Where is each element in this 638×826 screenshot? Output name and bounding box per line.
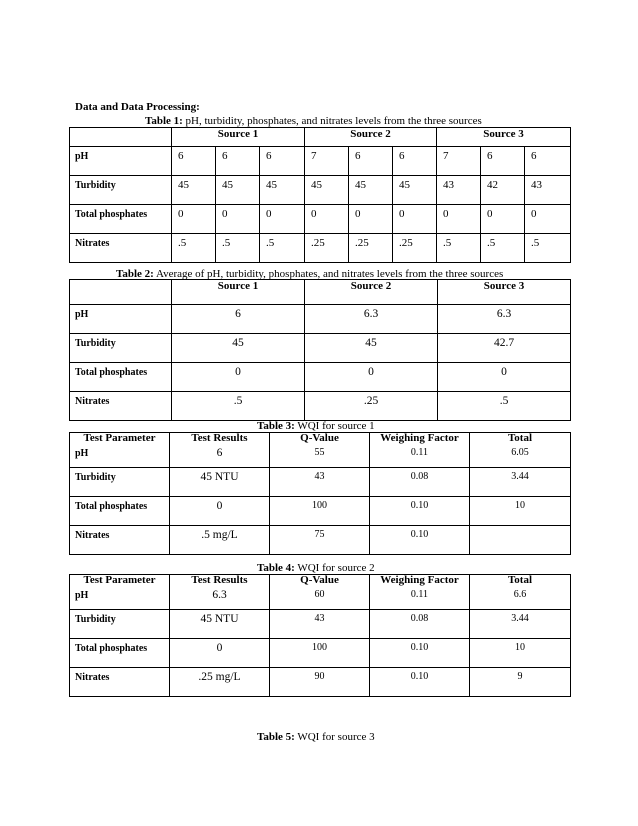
table-cell: 0: [172, 363, 305, 392]
table1-caption-label: Table 1:: [145, 115, 183, 127]
table4-header-row: [70, 575, 571, 587]
table-row: [70, 668, 571, 697]
table3-header-row: [70, 433, 571, 445]
table-cell: .25: [305, 392, 438, 421]
table-cell: 0: [438, 363, 571, 392]
table2-caption-label: Table 2:: [116, 268, 154, 280]
total-cell: 10: [470, 497, 571, 526]
section-heading: Data and Data Processing:: [75, 101, 200, 113]
table-row: [70, 176, 571, 205]
q-value-cell: 43: [270, 610, 370, 639]
table-cell: 7: [305, 147, 349, 176]
table2-caption-text: Average of pH, turbidity, phosphates, and nitrates levels from the three sources: [153, 268, 504, 280]
row-label: Total phosphates: [70, 639, 170, 668]
table-cell: 45: [393, 176, 437, 205]
table-row: [70, 392, 571, 421]
table-cell: 42: [481, 176, 525, 205]
test-result-cell: 45 NTU: [170, 468, 270, 497]
table4-header-parameter: Test Parameter: [70, 575, 170, 587]
table-cell: 43: [437, 176, 481, 205]
table-cell: 6.3: [438, 305, 571, 334]
table-cell: 0: [349, 205, 393, 234]
row-label: pH: [70, 305, 172, 334]
table3-header-results: Test Results: [170, 433, 270, 445]
test-result-cell: 45 NTU: [170, 610, 270, 639]
total-cell: 6.6: [470, 586, 571, 610]
table-cell: .5: [525, 234, 571, 263]
total-cell: 9: [470, 668, 571, 697]
weighing-factor-cell: 0.10: [370, 639, 470, 668]
table-cell: 0: [172, 205, 216, 234]
q-value-cell: 90: [270, 668, 370, 697]
table1-caption: [145, 115, 482, 127]
table5-caption: [257, 731, 375, 743]
table-cell: 0: [481, 205, 525, 234]
table-cell: .5: [172, 234, 216, 263]
test-result-cell: 0: [170, 497, 270, 526]
weighing-factor-cell: 0.08: [370, 468, 470, 497]
table-cell: 43: [525, 176, 571, 205]
row-label: pH: [70, 444, 170, 468]
table2: [69, 279, 571, 421]
table-cell: 0: [525, 205, 571, 234]
weighing-factor-cell: 0.11: [370, 586, 470, 610]
table-cell: 6: [349, 147, 393, 176]
table-row: [70, 334, 571, 363]
test-result-cell: 6.3: [170, 586, 270, 610]
row-label: Nitrates: [70, 392, 172, 421]
test-result-cell: .5 mg/L: [170, 526, 270, 555]
table3-header-weighing: Weighing Factor: [370, 433, 470, 445]
table-cell: 45: [172, 334, 305, 363]
q-value-cell: 100: [270, 497, 370, 526]
table2-header-blank: [70, 280, 172, 305]
table-row: [70, 610, 571, 639]
row-label: Nitrates: [70, 234, 172, 263]
row-label: Turbidity: [70, 610, 170, 639]
table-cell: 6: [216, 147, 260, 176]
total-cell: 10: [470, 639, 571, 668]
table-cell: .5: [438, 392, 571, 421]
table-row: [70, 363, 571, 392]
test-result-cell: 0: [170, 639, 270, 668]
table3: [69, 432, 571, 555]
row-label: pH: [70, 586, 170, 610]
row-label: Total phosphates: [70, 497, 170, 526]
table-cell: .25: [349, 234, 393, 263]
table3-header-qvalue: Q-Value: [270, 433, 370, 445]
table-cell: 0: [260, 205, 305, 234]
table-row: [70, 234, 571, 263]
row-label: Turbidity: [70, 334, 172, 363]
q-value-cell: 100: [270, 639, 370, 668]
total-cell: [470, 526, 571, 555]
total-cell: 6.05: [470, 444, 571, 468]
table-cell: 45: [305, 176, 349, 205]
table-cell: .5: [216, 234, 260, 263]
table-row: [70, 497, 571, 526]
total-cell: 3.44: [470, 610, 571, 639]
table-cell: 42.7: [438, 334, 571, 363]
table4-caption-text: WQI for source 2: [294, 562, 375, 574]
table-cell: 6: [393, 147, 437, 176]
table2-header-source1: Source 1: [172, 280, 305, 305]
table3-header-total: Total: [470, 433, 571, 445]
table-cell: 7: [437, 147, 481, 176]
test-result-cell: 6: [170, 444, 270, 468]
weighing-factor-cell: 0.10: [370, 497, 470, 526]
row-label: pH: [70, 147, 172, 176]
total-cell: 3.44: [470, 468, 571, 497]
row-label: Total phosphates: [70, 205, 172, 234]
table-cell: 6.3: [305, 305, 438, 334]
table-row: [70, 444, 571, 468]
row-label: Turbidity: [70, 468, 170, 497]
table-cell: .5: [260, 234, 305, 263]
table-cell: 0: [216, 205, 260, 234]
table5-caption-text: WQI for source 3: [294, 731, 375, 743]
test-result-cell: .25 mg/L: [170, 668, 270, 697]
table4-caption-label: Table 4:: [257, 562, 295, 574]
table-row: [70, 468, 571, 497]
table-cell: 6: [172, 147, 216, 176]
table-row: [70, 639, 571, 668]
table-row: [70, 205, 571, 234]
table1-caption-text: pH, turbidity, phosphates, and nitrates levels from the three sources: [182, 115, 482, 127]
table4-header-total: Total: [470, 575, 571, 587]
weighing-factor-cell: 0.10: [370, 526, 470, 555]
table-cell: 45: [260, 176, 305, 205]
row-label: Nitrates: [70, 668, 170, 697]
table3-caption-text: WQI for source 1: [294, 420, 375, 432]
weighing-factor-cell: 0.10: [370, 668, 470, 697]
table2-header-source2: Source 2: [305, 280, 438, 305]
table1-header-blank: [70, 128, 172, 147]
table-cell: 6: [525, 147, 571, 176]
table-cell: .5: [172, 392, 305, 421]
table4-caption: [257, 562, 375, 574]
table-cell: 6: [481, 147, 525, 176]
table-cell: .5: [481, 234, 525, 263]
table-cell: 6: [260, 147, 305, 176]
table-row: [70, 305, 571, 334]
table-cell: 45: [172, 176, 216, 205]
weighing-factor-cell: 0.08: [370, 610, 470, 639]
q-value-cell: 55: [270, 444, 370, 468]
table-cell: .25: [305, 234, 349, 263]
table4-header-results: Test Results: [170, 575, 270, 587]
weighing-factor-cell: 0.11: [370, 444, 470, 468]
table2-header-row: [70, 280, 571, 305]
table-row: [70, 147, 571, 176]
table-cell: .25: [393, 234, 437, 263]
table2-header-source3: Source 3: [438, 280, 571, 305]
table-cell: 45: [349, 176, 393, 205]
table1-header-source1: Source 1: [172, 128, 305, 147]
table3-header-parameter: Test Parameter: [70, 433, 170, 445]
table3-caption-label: Table 3:: [257, 420, 295, 432]
q-value-cell: 75: [270, 526, 370, 555]
table-cell: 45: [305, 334, 438, 363]
q-value-cell: 43: [270, 468, 370, 497]
table4-header-weighing: Weighing Factor: [370, 575, 470, 587]
table3-caption: [257, 420, 375, 432]
table-cell: 0: [393, 205, 437, 234]
row-label: Turbidity: [70, 176, 172, 205]
table-row: [70, 526, 571, 555]
table-cell: 0: [437, 205, 481, 234]
table-cell: 45: [216, 176, 260, 205]
table1: [69, 127, 571, 263]
table1-header-source2: Source 2: [305, 128, 437, 147]
table-cell: 0: [305, 205, 349, 234]
row-label: Total phosphates: [70, 363, 172, 392]
table-row: [70, 586, 571, 610]
table1-header-row: [70, 128, 571, 147]
q-value-cell: 60: [270, 586, 370, 610]
table5-caption-label: Table 5:: [257, 731, 295, 743]
row-label: Nitrates: [70, 526, 170, 555]
table4: [69, 574, 571, 697]
table-cell: .5: [437, 234, 481, 263]
table-cell: 0: [305, 363, 438, 392]
table1-header-source3: Source 3: [437, 128, 571, 147]
table4-header-qvalue: Q-Value: [270, 575, 370, 587]
table-cell: 6: [172, 305, 305, 334]
